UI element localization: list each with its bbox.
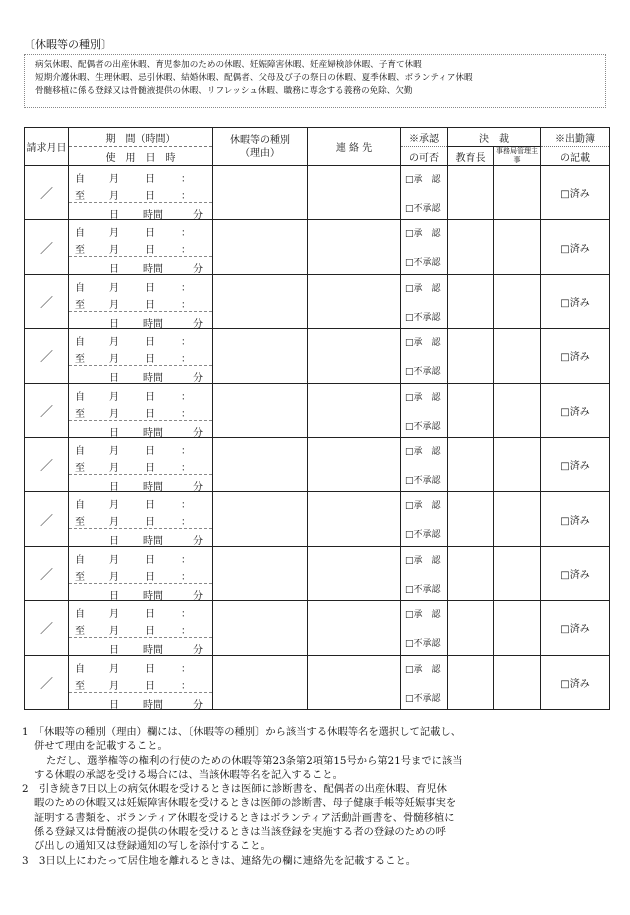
date-slash: ／: [39, 350, 53, 366]
duration-line: [69, 474, 212, 493]
period-cell[interactable]: [69, 220, 213, 274]
approval-cell[interactable]: [401, 220, 448, 274]
note-2-cont: 暇のための休暇又は妊娠障害休暇を受けるときは医師の診断書、母子健康手帳等妊娠事実を: [34, 797, 457, 810]
manager-stamp-cell[interactable]: [494, 437, 541, 491]
day-label: 日: [145, 517, 155, 529]
duration-line: [69, 256, 212, 275]
colon: ：: [181, 609, 191, 621]
superintendent-stamp-cell[interactable]: [448, 546, 494, 600]
colon: ：: [181, 663, 191, 675]
contact-cell[interactable]: [308, 601, 401, 655]
header-approval-sub: の可否: [401, 147, 448, 166]
to-label: 至: [75, 354, 85, 366]
from-label: 自: [75, 391, 85, 403]
done-checkbox[interactable]: □済み: [560, 352, 590, 364]
header-superintendent: 教育長: [448, 147, 494, 166]
minutes-label: 分: [193, 264, 203, 276]
done-checkbox[interactable]: □済み: [560, 678, 590, 690]
header-contact: 連 絡 先: [308, 128, 401, 166]
note-2-cont: び出しの通知又は登録通知の写しを添付すること。: [34, 840, 271, 853]
day-label: 日: [145, 500, 155, 512]
request-date-cell[interactable]: [25, 655, 69, 709]
colon: ：: [181, 354, 191, 366]
month-label: 月: [109, 337, 119, 349]
approval-cell[interactable]: [401, 166, 448, 220]
duration-line: [69, 311, 212, 330]
attendance-cell[interactable]: [541, 546, 610, 600]
request-date-cell[interactable]: [25, 166, 69, 220]
day-label: 日: [145, 282, 155, 294]
day-label: 日: [109, 699, 119, 711]
contact-cell[interactable]: [308, 655, 401, 709]
table-row: [25, 655, 610, 709]
to-line: [69, 402, 212, 420]
approval-cell[interactable]: [401, 546, 448, 600]
colon: ：: [181, 337, 191, 349]
superintendent-stamp-cell[interactable]: [448, 329, 494, 383]
colon: ：: [181, 517, 191, 529]
contact-cell[interactable]: [308, 329, 401, 383]
to-label: 至: [75, 626, 85, 638]
hours-label: 時間: [143, 318, 163, 330]
period-cell[interactable]: [69, 601, 213, 655]
minutes-label: 分: [193, 427, 203, 439]
notes: [22, 725, 612, 868]
to-line: [69, 510, 212, 528]
date-slash: ／: [39, 513, 53, 529]
approval-cell[interactable]: [401, 601, 448, 655]
from-label: 自: [75, 282, 85, 294]
request-date-cell[interactable]: [25, 437, 69, 491]
note-1: 1 「休暇等の種別（理由）欄には、〔休暇等の種別〕から該当する休暇等名を選択して記載し、: [22, 726, 462, 738]
note-1-proviso-cont: する休暇の承認を受ける場合には、当該休暇等名を記入すること。: [34, 768, 343, 781]
contact-cell[interactable]: [308, 220, 401, 274]
day-label: 日: [109, 264, 119, 276]
superintendent-stamp-cell[interactable]: [448, 492, 494, 546]
request-date-cell[interactable]: [25, 546, 69, 600]
attendance-cell[interactable]: [541, 220, 610, 274]
leave-type-cell[interactable]: [213, 601, 308, 655]
day-label: 日: [145, 571, 155, 583]
attendance-cell[interactable]: [541, 274, 610, 328]
superintendent-stamp-cell[interactable]: [448, 437, 494, 491]
done-checkbox[interactable]: □済み: [560, 461, 590, 473]
from-label: 自: [75, 228, 85, 240]
colon: ：: [181, 445, 191, 457]
header-decision: 決 裁: [448, 128, 541, 147]
month-label: 月: [109, 609, 119, 621]
minutes-label: 分: [193, 481, 203, 493]
day-label: 日: [145, 445, 155, 457]
day-label: 日: [145, 354, 155, 366]
superintendent-stamp-cell[interactable]: [448, 274, 494, 328]
month-label: 月: [109, 554, 119, 566]
reject-checkbox[interactable]: □不承認: [405, 693, 441, 704]
manager-stamp-cell[interactable]: [494, 546, 541, 600]
day-label: 日: [109, 210, 119, 221]
day-label: 日: [145, 408, 155, 420]
day-label: 日: [109, 427, 119, 439]
month-label: 月: [109, 462, 119, 474]
approval-cell[interactable]: [401, 383, 448, 437]
hours-label: 時間: [143, 427, 163, 439]
manager-stamp-cell[interactable]: [494, 383, 541, 437]
leave-type-cell[interactable]: [213, 166, 308, 220]
from-label: 自: [75, 174, 85, 185]
contact-cell[interactable]: [308, 437, 401, 491]
approve-checkbox[interactable]: □承 認: [405, 175, 441, 185]
to-label: 至: [75, 191, 85, 202]
to-label: 至: [75, 299, 85, 311]
month-label: 月: [109, 680, 119, 692]
done-checkbox[interactable]: □済み: [560, 569, 590, 581]
leave-type-cell[interactable]: [213, 437, 308, 491]
table-row: [25, 166, 610, 220]
minutes-label: 分: [193, 373, 203, 385]
table-row: [25, 492, 610, 546]
day-label: 日: [109, 590, 119, 602]
leave-types-line: 骨髄移植に係る登録又は骨髄液提供の休暇、リフレッシュ休暇、職務に専念する義務の免除、欠勤: [35, 86, 413, 96]
approve-checkbox[interactable]: □承 認: [405, 446, 441, 457]
minutes-label: 分: [193, 590, 203, 602]
approve-checkbox[interactable]: □承 認: [405, 555, 441, 566]
colon: ：: [181, 282, 191, 294]
approval-cell[interactable]: [401, 437, 448, 491]
manager-stamp-cell[interactable]: [494, 329, 541, 383]
leave-types-box: [24, 54, 606, 108]
day-label: 日: [145, 609, 155, 621]
attendance-cell[interactable]: [541, 329, 610, 383]
superintendent-stamp-cell[interactable]: [448, 383, 494, 437]
from-line: [69, 657, 212, 675]
reject-checkbox[interactable]: □不承認: [405, 258, 441, 269]
duration-line: [69, 583, 212, 602]
day-label: 日: [145, 337, 155, 349]
colon: ：: [181, 462, 191, 474]
leave-type-cell[interactable]: [213, 220, 308, 274]
from-line: [69, 493, 212, 511]
day-label: 日: [145, 680, 155, 692]
month-label: 月: [109, 517, 119, 529]
done-checkbox[interactable]: □済み: [560, 189, 590, 201]
leave-type-cell[interactable]: [213, 329, 308, 383]
duration-line: [69, 692, 212, 711]
leave-types-line: 病気休暇、配偶者の出産休暇、育児参加のための休暇、妊娠障害休暇、妊産婦検診休暇、子育て休暇: [35, 60, 422, 70]
hours-label: 時間: [143, 210, 163, 221]
to-line: [69, 184, 212, 202]
attendance-cell[interactable]: [541, 383, 610, 437]
approve-checkbox[interactable]: □承 認: [405, 229, 441, 240]
header-request-date: 請求月日: [25, 128, 69, 166]
attendance-cell[interactable]: [541, 166, 610, 220]
to-line: [69, 347, 212, 365]
to-label: 至: [75, 245, 85, 257]
period-cell[interactable]: [69, 655, 213, 709]
month-label: 月: [109, 245, 119, 257]
month-label: 月: [109, 354, 119, 366]
header-attendance-sub: の記載: [541, 147, 610, 166]
note-2-cont: 証明する書類を、ボランティア休暇を受けるときはボランティア活動計画書を、骨髄移植に: [34, 811, 455, 824]
to-line: [69, 619, 212, 637]
month-label: 月: [109, 299, 119, 311]
colon: ：: [181, 554, 191, 566]
from-line: [69, 167, 212, 185]
colon: ：: [181, 391, 191, 403]
header-approval: ※承認: [401, 128, 448, 147]
month-label: 月: [109, 282, 119, 294]
manager-stamp-cell[interactable]: [494, 655, 541, 709]
leave-type-cell[interactable]: [213, 492, 308, 546]
manager-stamp-cell[interactable]: [494, 166, 541, 220]
reject-checkbox[interactable]: □不承認: [405, 421, 441, 432]
month-label: 月: [109, 626, 119, 638]
manager-stamp-cell[interactable]: [494, 492, 541, 546]
done-checkbox[interactable]: □済み: [560, 406, 590, 418]
from-line: [69, 439, 212, 457]
reject-checkbox[interactable]: □不承認: [405, 584, 441, 595]
day-label: 日: [109, 318, 119, 330]
month-label: 月: [109, 500, 119, 512]
date-slash: ／: [39, 187, 53, 203]
minutes-label: 分: [193, 318, 203, 330]
to-label: 至: [75, 517, 85, 529]
to-label: 至: [75, 462, 85, 474]
approve-checkbox[interactable]: □承 認: [405, 664, 441, 675]
month-label: 月: [109, 228, 119, 240]
hours-label: 時間: [143, 536, 163, 548]
leave-types-line: 短期介護休暇、生理休暇、忌引休暇、結婚休暇、配偶者、父母及び子の祭日の休暇、夏季休暇、ボランティア休暇: [35, 73, 473, 83]
attendance-cell[interactable]: [541, 655, 610, 709]
date-slash: ／: [39, 241, 53, 257]
approve-checkbox[interactable]: □承 認: [405, 501, 441, 512]
colon: ：: [181, 500, 191, 512]
colon: ：: [181, 174, 191, 185]
from-line: [69, 602, 212, 620]
leave-type-cell[interactable]: [213, 274, 308, 328]
month-label: 月: [109, 571, 119, 583]
minutes-label: 分: [193, 699, 203, 711]
table-row: [25, 220, 610, 274]
request-date-cell[interactable]: [25, 601, 69, 655]
contact-cell[interactable]: [308, 383, 401, 437]
superintendent-stamp-cell[interactable]: [448, 655, 494, 709]
period-cell[interactable]: [69, 329, 213, 383]
contact-cell[interactable]: [308, 274, 401, 328]
header-manager: 事務局管理主事: [494, 147, 541, 166]
colon: ：: [181, 626, 191, 638]
day-label: 日: [109, 536, 119, 548]
hours-label: 時間: [143, 645, 163, 657]
date-slash: ／: [39, 622, 53, 638]
from-label: 自: [75, 609, 85, 621]
date-slash: ／: [39, 295, 53, 311]
leave-type-cell[interactable]: [213, 546, 308, 600]
month-label: 月: [109, 408, 119, 420]
duration-line: [69, 202, 212, 221]
duration-line: [69, 528, 212, 547]
manager-stamp-cell[interactable]: [494, 601, 541, 655]
contact-cell[interactable]: [308, 546, 401, 600]
request-date-cell[interactable]: [25, 329, 69, 383]
period-cell[interactable]: [69, 492, 213, 546]
table-row: [25, 383, 610, 437]
legend-title: 〔休暇等の種別〕: [24, 38, 112, 51]
from-label: 自: [75, 500, 85, 512]
request-date-cell[interactable]: [25, 220, 69, 274]
attendance-cell[interactable]: [541, 492, 610, 546]
hours-label: 時間: [143, 590, 163, 602]
attendance-cell[interactable]: [541, 437, 610, 491]
done-checkbox[interactable]: □済み: [560, 515, 590, 527]
table-row: [25, 437, 610, 491]
done-checkbox[interactable]: □済み: [560, 297, 590, 309]
month-label: 月: [109, 445, 119, 457]
day-label: 日: [109, 373, 119, 385]
day-label: 日: [145, 191, 155, 202]
to-label: 至: [75, 408, 85, 420]
period-cell[interactable]: [69, 437, 213, 491]
to-line: [69, 238, 212, 256]
day-label: 日: [145, 626, 155, 638]
hours-label: 時間: [143, 264, 163, 276]
table-row: [25, 601, 610, 655]
to-label: 至: [75, 680, 85, 692]
from-label: 自: [75, 663, 85, 675]
note-2: 2 引き続き7日以上の病気休暇を受けるときは医師に診断書を、配偶者の出産休暇、育児休: [22, 783, 447, 796]
approval-cell[interactable]: [401, 492, 448, 546]
approve-checkbox[interactable]: □承 認: [405, 392, 441, 403]
month-label: 月: [109, 391, 119, 403]
duration-line: [69, 365, 212, 384]
to-line: [69, 674, 212, 692]
month-label: 月: [109, 663, 119, 675]
leave-type-cell[interactable]: [213, 655, 308, 709]
table-row: [25, 274, 610, 328]
reject-checkbox[interactable]: □不承認: [405, 367, 441, 378]
approval-cell[interactable]: [401, 274, 448, 328]
request-date-cell[interactable]: [25, 274, 69, 328]
duration-line: [69, 420, 212, 439]
colon: ：: [181, 299, 191, 311]
note-1-cont: 併せて理由を記載すること。: [34, 740, 168, 753]
superintendent-stamp-cell[interactable]: [448, 166, 494, 220]
header-attendance: ※出勤簿: [541, 128, 610, 147]
hours-label: 時間: [143, 373, 163, 385]
from-line: [69, 276, 212, 294]
minutes-label: 分: [193, 645, 203, 657]
day-label: 日: [145, 174, 155, 185]
to-line: [69, 456, 212, 474]
minutes-label: 分: [193, 210, 203, 221]
colon: ：: [181, 228, 191, 240]
hours-label: 時間: [143, 481, 163, 493]
leave-type-cell[interactable]: [213, 383, 308, 437]
from-line: [69, 221, 212, 239]
colon: ：: [181, 408, 191, 420]
day-label: 日: [145, 228, 155, 240]
request-date-cell[interactable]: [25, 383, 69, 437]
day-label: 日: [109, 645, 119, 657]
colon: ：: [181, 680, 191, 692]
manager-stamp-cell[interactable]: [494, 274, 541, 328]
request-date-cell[interactable]: [25, 492, 69, 546]
approve-checkbox[interactable]: □承 認: [405, 283, 441, 294]
header-period: 期 間（時間）: [69, 128, 213, 147]
from-label: 自: [75, 337, 85, 349]
header-usage-datetime: 使 用 日 時: [69, 147, 213, 166]
to-line: [69, 565, 212, 583]
day-label: 日: [109, 481, 119, 493]
to-line: [69, 293, 212, 311]
manager-stamp-cell[interactable]: [494, 220, 541, 274]
header-leave-type: 休暇等の種別 （理由）: [213, 128, 308, 166]
contact-cell[interactable]: [308, 166, 401, 220]
reject-checkbox[interactable]: □不承認: [405, 204, 441, 214]
reject-checkbox[interactable]: □不承認: [405, 475, 441, 486]
note-1-proviso: ただし、選挙権等の権利の行使のための休暇等第23条第2項第15号から第21号までに該当: [46, 754, 463, 767]
period-cell[interactable]: [69, 274, 213, 328]
day-label: 日: [145, 462, 155, 474]
day-label: 日: [145, 245, 155, 257]
colon: ：: [181, 245, 191, 257]
done-checkbox[interactable]: □済み: [560, 243, 590, 255]
duration-line: [69, 637, 212, 656]
date-slash: ／: [39, 676, 53, 692]
reject-checkbox[interactable]: □不承認: [405, 530, 441, 541]
period-cell[interactable]: [69, 166, 213, 220]
colon: ：: [181, 571, 191, 583]
to-label: 至: [75, 571, 85, 583]
month-label: 月: [109, 191, 119, 202]
superintendent-stamp-cell[interactable]: [448, 601, 494, 655]
date-slash: ／: [39, 459, 53, 475]
date-slash: ／: [39, 567, 53, 583]
superintendent-stamp-cell[interactable]: [448, 220, 494, 274]
approval-cell[interactable]: [401, 655, 448, 709]
day-label: 日: [145, 299, 155, 311]
from-line: [69, 330, 212, 348]
from-line: [69, 385, 212, 403]
table-row: [25, 329, 610, 383]
period-cell[interactable]: [69, 383, 213, 437]
day-label: 日: [145, 554, 155, 566]
month-label: 月: [109, 174, 119, 185]
colon: ：: [181, 191, 191, 202]
approve-checkbox[interactable]: □承 認: [405, 610, 441, 621]
leave-request-table: [24, 127, 610, 710]
from-line: [69, 548, 212, 566]
minutes-label: 分: [193, 536, 203, 548]
note-2-cont: 係る登録又は骨髄液の提供の休暇を受けるときは当該登録を実施する者の登録のための呼: [34, 826, 446, 839]
hours-label: 時間: [143, 699, 163, 711]
reject-checkbox[interactable]: □不承認: [405, 639, 441, 650]
from-label: 自: [75, 554, 85, 566]
done-checkbox[interactable]: □済み: [560, 624, 590, 636]
reject-checkbox[interactable]: □不承認: [405, 312, 441, 323]
day-label: 日: [145, 391, 155, 403]
date-slash: ／: [39, 404, 53, 420]
attendance-cell[interactable]: [541, 601, 610, 655]
table-row: [25, 546, 610, 600]
day-label: 日: [145, 663, 155, 675]
note-3: 3 3日以上にわたって居住地を離れるときは、連絡先の欄に連絡先を記載すること。: [22, 854, 417, 867]
period-cell[interactable]: [69, 546, 213, 600]
approval-cell[interactable]: [401, 329, 448, 383]
approve-checkbox[interactable]: □承 認: [405, 338, 441, 349]
from-label: 自: [75, 445, 85, 457]
contact-cell[interactable]: [308, 492, 401, 546]
